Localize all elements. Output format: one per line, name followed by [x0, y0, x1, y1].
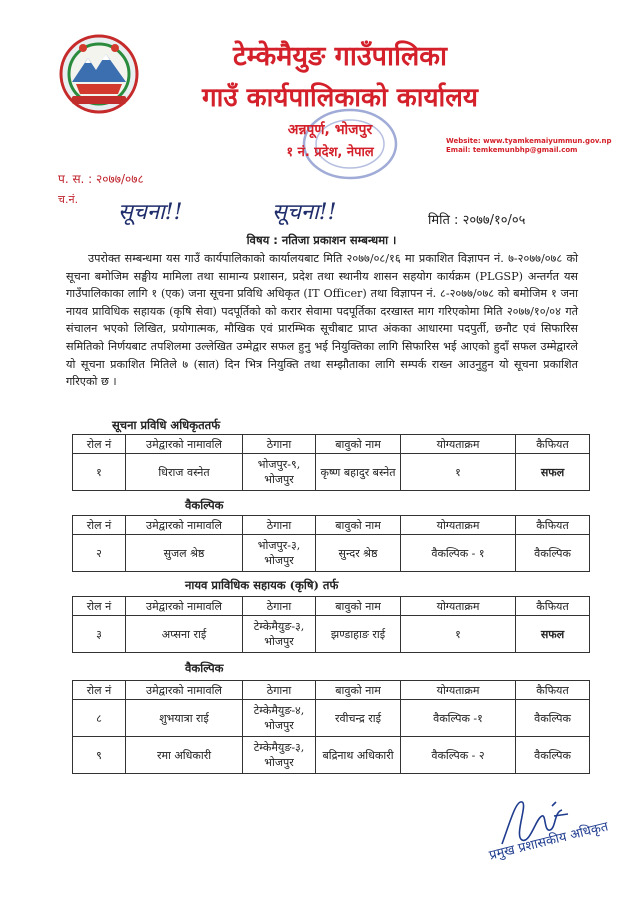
table-row	[73, 616, 590, 653]
col-header: कैफियत	[516, 681, 590, 700]
chalani-number-label: च.नं.	[58, 193, 79, 206]
address-cell: टेम्केमैयुङ-३, भोजपुर	[243, 737, 316, 774]
table-header-row	[73, 435, 590, 454]
col-header: बावुको नाम	[316, 681, 401, 700]
col-header: बावुको नाम	[316, 516, 401, 535]
letter-date: मिति : २०७७/१०/०५	[428, 213, 526, 228]
name-cell: सुजल श्रेष्ठ	[126, 535, 243, 572]
col-header: ठेगाना	[243, 516, 316, 535]
section-title-agri-assistant: नायव प्राविधिक सहायक (कृषि) तर्फ	[185, 578, 339, 592]
roll-cell: ८	[73, 700, 126, 737]
col-header: कैफियत	[516, 435, 590, 454]
roll-cell: २	[73, 535, 126, 572]
name-cell: अप्सना राई	[126, 616, 243, 653]
address-cell: टेम्केमैयुङ-३, भोजपुर	[243, 616, 316, 653]
table-row	[73, 454, 590, 491]
section-title-alternate-agri: वैकल्पिक	[185, 661, 224, 675]
col-header: योग्यताक्रम	[401, 516, 516, 535]
col-header: बावुको नाम	[316, 597, 401, 616]
handwritten-notice-2: सूचना!!	[272, 200, 337, 225]
col-header: योग्यताक्रम	[401, 681, 516, 700]
table-row	[73, 535, 590, 572]
col-header: ठेगाना	[243, 681, 316, 700]
father-cell: झण्डाहाङ राई	[316, 616, 401, 653]
handwritten-notice-1: सूचना!!	[118, 200, 183, 225]
section-title-alternate-it: वैकल्पिक	[185, 498, 224, 512]
remark-cell: वैकल्पिक	[516, 737, 590, 774]
rank-cell: १	[401, 616, 516, 653]
table-row	[73, 737, 590, 774]
name-cell: रमा अधिकारी	[126, 737, 243, 774]
address-line-2: १ नं. प्रदेश, नेपाल	[286, 145, 374, 160]
col-header: रोल नं	[73, 516, 126, 535]
address-cell: टेम्केमैयुङ-४, भोजपुर	[243, 700, 316, 737]
address-cell: भोजपुर-९, भोजपुर	[243, 454, 316, 491]
address-cell: भोजपुर-३, भोजपुर	[243, 535, 316, 572]
contact-info	[446, 137, 612, 155]
col-header: योग्यताक्रम	[401, 597, 516, 616]
rank-cell: वैकल्पिक -१	[401, 700, 516, 737]
subject-line: विषय : नतिजा प्रकाशन सम्बन्धमा ।	[246, 233, 397, 247]
name-cell: धिराज वस्नेत	[126, 454, 243, 491]
results-table-agri-assistant	[72, 596, 590, 653]
father-cell: बद्रिनाथ अधिकारी	[316, 737, 401, 774]
rank-cell: वैकल्पिक - २	[401, 737, 516, 774]
col-header: बावुको नाम	[316, 435, 401, 454]
col-header: ठेगाना	[243, 597, 316, 616]
father-cell: कृष्ण बहादुर बस्नेत	[316, 454, 401, 491]
roll-cell: १	[73, 454, 126, 491]
address-line-1: अन्नपूर्ण, भोजपुर	[287, 122, 373, 138]
office-name: गाउँ कार्यपालिकाको कार्यालय	[202, 83, 478, 113]
name-cell: शुभयात्रा राई	[126, 700, 243, 737]
municipality-name: टेम्केमैयुङ गाउँपालिका	[232, 41, 447, 72]
rank-cell: वैकल्पिक - १	[401, 535, 516, 572]
body-text: उपरोक्त सम्बन्धमा यस गाउँ कार्यपालिकाको कार्यालयबाट मिति २०७७/०८/१६ मा प्रकाशित विज्ञापन नं. ७-२०७७/०७८ को सूचना बमोजिम सङ्घीय मामिला तथा सामान्य प्रशासन, प्रदेश तथा स्थानीय शासन सहयोग कार्यक्रम (PLGSP) अन्तर्गत यस गाउँपालिकाका लागि १ (एक) जना सूचना प्रविधि अधिकृत (IT Officer) तथा विज्ञापन नं. ८-२०७७/०७८ को बमोजिम १ जना नायव प्राविधिक सहायक (कृषि सेवा) पदपूर्तिको को करार सेवामा पदपूर्तिका दरखास्त माग गरिएकोमा मिति २०७७/१०/०४ गते संचालन भएको लिखित, प्रयोगात्मक, मौखिक एवं प्रारम्भिक सूचीबाट प्राप्त अंकका आधारमा पदपुर्ती, छनौट एवं सिफारिस समितिको निर्णयबाट तपशिलमा उल्लेखित उम्मेद्वार सफल हुनु भई नियुक्तिका लागि सिफारिस भई आएको हुदाँ सफल उम्मेद्वारले यो सूचना प्रकाशित मितिले ७ (सात) दिन भित्र नियुक्ति तथा सम्झौताका लागि सम्पर्क राख्न आउनुहुन यो सूचना प्रकाशित गरिएको छ ।	[66, 252, 578, 389]
table-header-row	[73, 681, 590, 700]
col-header: ठेगाना	[243, 435, 316, 454]
col-header: उमेद्वारको नामावलि	[126, 435, 243, 454]
rank-cell: १	[401, 454, 516, 491]
remark-cell: सफल	[516, 616, 590, 653]
col-header: उमेद्वारको नामावलि	[126, 681, 243, 700]
email-text: Email: temkemunbhp@gmail.com	[446, 146, 578, 154]
results-table-alternate-agri	[72, 680, 590, 774]
signatory-designation: प्रमुख प्रशासकीय अधिकृत	[487, 819, 610, 864]
results-table-alternate-it	[72, 515, 590, 572]
col-header: कैफियत	[516, 516, 590, 535]
table-header-row	[73, 516, 590, 535]
col-header: उमेद्वारको नामावलि	[126, 516, 243, 535]
patra-sankhya: प. स. : २०७७/०७८	[58, 172, 144, 186]
nepal-emblem-icon	[58, 34, 140, 114]
col-header: कैफियत	[516, 597, 590, 616]
col-header: उमेद्वारको नामावलि	[126, 597, 243, 616]
roll-cell: ९	[73, 737, 126, 774]
remark-cell: वैकल्पिक	[516, 535, 590, 572]
roll-cell: ३	[73, 616, 126, 653]
col-header: रोल नं	[73, 435, 126, 454]
father-cell: रवीचन्द्र राई	[316, 700, 401, 737]
father-cell: सुन्दर श्रेष्ठ	[316, 535, 401, 572]
body-paragraph	[66, 250, 578, 391]
col-header: रोल नं	[73, 681, 126, 700]
col-header: योग्यताक्रम	[401, 435, 516, 454]
website-text: Website: www.tyamkemaiyummun.gov.np	[446, 137, 612, 145]
table-header-row	[73, 597, 590, 616]
results-table-it-officer	[72, 434, 590, 491]
section-title-it-officer: सूचना प्रविधि अधिकृततर्फ	[112, 418, 221, 432]
col-header: रोल नं	[73, 597, 126, 616]
remark-cell: सफल	[516, 454, 590, 491]
table-row	[73, 700, 590, 737]
remark-cell: वैकल्पिक	[516, 700, 590, 737]
